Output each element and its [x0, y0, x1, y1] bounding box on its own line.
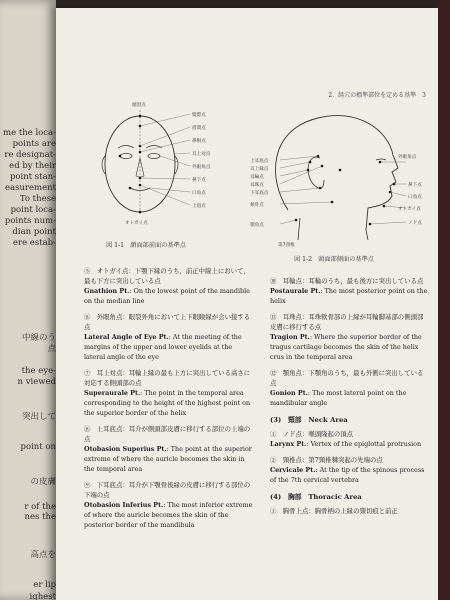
- entry-english: [270, 286, 428, 306]
- left-page-fragment: easurement: [4, 183, 56, 193]
- entry-term: Superaurale Pt.: [84, 389, 141, 397]
- entry-definition: : At the tip of the spinous process of the 7th cervical vertebra: [270, 466, 425, 484]
- entry-definition: : The most lateral point on the mandibular angle: [270, 389, 407, 407]
- label-c7: 第7頸椎: [278, 243, 295, 248]
- entry-term: Lateral Angle of Eye Pt.: [84, 333, 169, 341]
- label-lateral-eye-side: 外眼角点: [398, 155, 417, 160]
- entry-english: [84, 388, 254, 418]
- label-mouth-angle: 口角点: [192, 191, 206, 196]
- left-page-fragment: the eye-: [21, 366, 56, 376]
- entry-japanese: ① ノド点：喉頭隆起の頂点: [270, 430, 354, 438]
- entry-term: Larynx Pt.: [270, 440, 307, 448]
- entry-japanese: ⑤ オトガイ点：下顎下縁のうち，前正中線上において，最も下方に突出している点: [84, 267, 250, 285]
- entry-japanese: ⑧ 上耳底点：耳介が側頭部皮膚に移行する部位の上端の点: [84, 425, 251, 443]
- entry-definition: : The most inferior extreme of where the auricle becomes the skin of the posterior border of the mandibula: [84, 501, 253, 529]
- entry-japanese: ② 頸椎点：第7頸椎棘突起の先端の点: [270, 456, 383, 464]
- side-head-diagram: [248, 100, 428, 250]
- thorax-heading: (4) 胸部 Thoracic Area: [270, 493, 362, 501]
- entry-english: [84, 500, 254, 530]
- entry-term: Tragion Pt.: [270, 333, 310, 341]
- left-page-fragment: points num-: [4, 216, 56, 226]
- definition-entry: [84, 312, 254, 362]
- left-page-fragment: dian point: [12, 227, 56, 237]
- right-column: [270, 276, 428, 522]
- front-face-diagram: [70, 92, 240, 242]
- figure-front-face: [70, 92, 240, 242]
- entry-english: [270, 465, 428, 485]
- left-page-fragment: me the loca-: [3, 128, 56, 138]
- left-page-fragment: ere estab-: [12, 238, 56, 248]
- label-larynx-side: ノド点: [408, 221, 422, 226]
- left-page-fragment: re designat-: [4, 150, 56, 160]
- label-superaurale: 耳上対点: [192, 152, 211, 157]
- label-glabella: 眉間点: [192, 126, 206, 131]
- left-page: [0, 0, 56, 600]
- entry-japanese: ⑨ 下耳底点：耳介が下顎骨後縁の皮膚に移行する部位の下端の点: [84, 481, 251, 499]
- left-page-fragment: points are: [12, 139, 56, 149]
- entry-definition: : The point in the temporal area corresponding to the height of the highest point on the superior border of the helix: [84, 389, 251, 417]
- left-page-fragment: r of the: [24, 502, 56, 512]
- label-otobasion-sup: 上耳底点: [250, 159, 269, 164]
- left-page-fragment: の皮膚: [30, 477, 56, 487]
- definition-entry: [84, 266, 254, 306]
- left-page-fragment: point loca-: [10, 205, 56, 215]
- book-cover-edge: [438, 0, 450, 600]
- entry-english: [270, 388, 428, 408]
- neck-heading: (3) 頸部 Neck Area: [270, 416, 348, 424]
- entry-english: [84, 332, 254, 362]
- label-gonion: 顎角点: [250, 223, 264, 228]
- definition-entry: [270, 506, 428, 516]
- entry-definition: : On the lowest point of the mandible on the median line: [84, 287, 250, 305]
- left-page-fragment: 突出して: [21, 412, 56, 422]
- left-page-fragment: To these: [19, 194, 56, 204]
- left-page-fragment: 高点を: [30, 550, 56, 560]
- label-postaurale: 耳輪点: [250, 175, 264, 180]
- left-page-fragment: point on: [20, 442, 56, 452]
- running-header: 2．経穴の標準部位を定める基準 3: [328, 92, 426, 99]
- entry-definition: : Where the superior border of the tragus cartilage becomes the skin of the helix crus in the temporal area: [270, 333, 422, 361]
- entry-term: Cervicale Pt.: [270, 466, 316, 474]
- label-upper-lip: 上唇点: [192, 204, 206, 209]
- left-page-fragment: 中線のう: [21, 333, 56, 343]
- entry-term: Otobasion Inferius Pt.: [84, 501, 164, 509]
- left-page-fragment: 点: [47, 344, 56, 354]
- entry-english: [270, 439, 428, 449]
- definition-entry: [270, 276, 428, 306]
- figure2-caption: 図 1-2 頭面部側面の基準点: [294, 256, 374, 263]
- label-hairline: 髪際点: [192, 113, 206, 118]
- label-otobasion-inf: 下耳底点: [250, 191, 269, 196]
- definition-entry: [270, 429, 428, 449]
- entry-english: [84, 444, 254, 474]
- entry-term: Gonion Pt.: [270, 389, 308, 397]
- label-nasion: 鼻根点: [192, 139, 206, 144]
- label-subnasal-side: 鼻下点: [408, 183, 422, 188]
- figure1-caption: 図 1-1 顔面部前面の基準点: [106, 242, 186, 249]
- entry-term: Gnathion Pt.: [84, 287, 130, 295]
- entry-japanese: ⑦ 耳上対点：耳輪上縁の最も上方に突出している高さに対応する側頭部の点: [84, 369, 251, 387]
- entry-definition: : At the meeting of the margins of the upper and lower eyelids at the lateral angle of the eye: [84, 333, 242, 361]
- label-tragion: 耳珠点: [250, 183, 264, 188]
- label-zygion: 頬骨点: [250, 203, 264, 208]
- entry-japanese: ⑩ 耳輪点：耳輪のうち，最も後方に突出している点: [270, 277, 424, 285]
- label-mouth-side: 口角点: [408, 195, 422, 200]
- entry-japanese: ⑥ 外眼角点：眼裂外角において上下眼瞼縁が会い接する点: [84, 313, 251, 331]
- left-page-fragment: nes the: [24, 512, 56, 522]
- entry-english: [84, 286, 254, 306]
- definition-entry: [270, 455, 428, 485]
- entry-japanese: ① 胸骨上点：胸骨柄の上縁の頸切痕と前正: [270, 507, 398, 515]
- definition-entry: [84, 368, 254, 418]
- entry-english: [270, 332, 428, 362]
- label-lateral-eye: 外眼角点: [192, 165, 211, 170]
- entry-japanese: ⑫ 顎角点：下顎角のうち，最も外側に突出している点: [270, 369, 424, 387]
- entry-japanese: ⑪ 耳珠点：耳珠軟骨部の上縁が耳輪脚基部の側頭部皮膚に移行する点: [270, 313, 424, 331]
- entry-term: Postaurale Pt.: [270, 287, 321, 295]
- figure-side-head: [248, 100, 428, 250]
- left-column: [84, 266, 254, 536]
- label-gnathion: オトガイ点: [125, 221, 148, 226]
- definition-entry: [270, 312, 428, 362]
- left-page-fragment: ighest: [29, 592, 56, 600]
- label-gnathion-side: オトガイ点: [398, 207, 421, 212]
- left-page-fragment: n viewed: [17, 377, 56, 387]
- right-page: [56, 8, 438, 600]
- entry-definition: : The most posterior point on the helix: [270, 287, 428, 305]
- definition-entry: [270, 368, 428, 408]
- label-vertex: 頭頂点: [132, 103, 146, 108]
- definition-entry: [84, 480, 254, 530]
- left-page-fragment: er lip: [33, 580, 56, 590]
- entry-definition: : The point at the superior extreme of where the auricle becomes the skin in the temporal area: [84, 445, 252, 473]
- left-page-fragment: ed by their: [9, 161, 56, 171]
- label-helix-top: 耳上縁点: [250, 167, 269, 172]
- label-subnasal: 鼻下点: [192, 178, 206, 183]
- entry-term: Otobasion Superius Pt.: [84, 445, 167, 453]
- entry-definition: : Vertex of the epiglottal protrusion: [306, 440, 422, 448]
- definition-entry: [84, 424, 254, 474]
- left-page-fragment: point stan-: [9, 172, 56, 182]
